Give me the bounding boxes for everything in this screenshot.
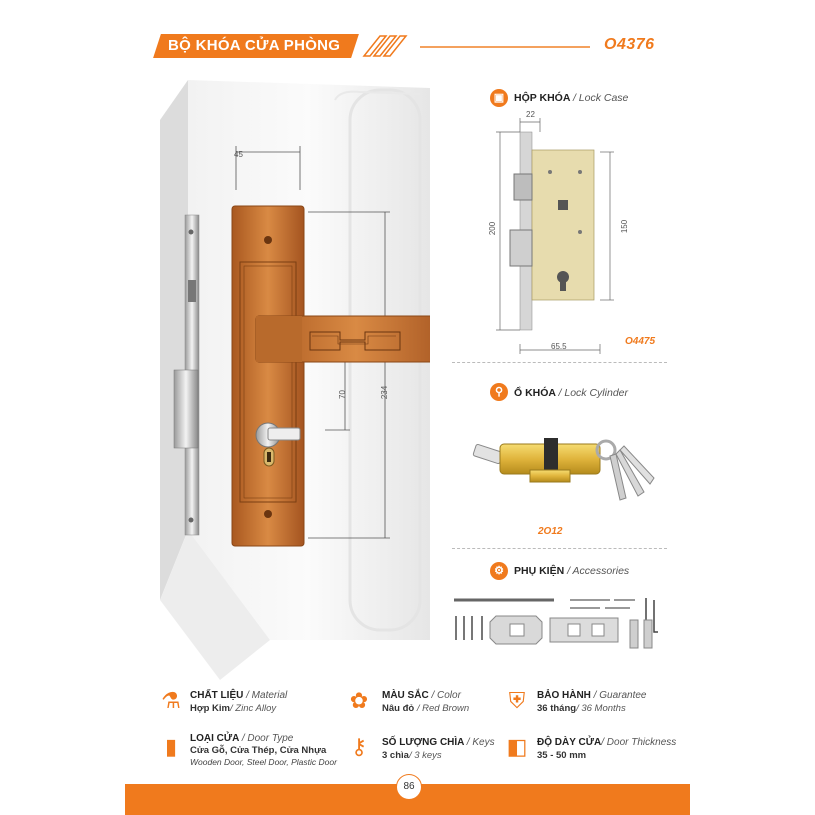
color-icon: ✿ — [349, 688, 369, 713]
door-thickness-icon: ◧ — [506, 734, 528, 759]
door-handle-illustration — [160, 80, 430, 680]
lock-case-code: O4475 — [625, 336, 656, 347]
lock-case-dim-22: 22 — [526, 110, 535, 119]
product-code: O4376 — [604, 36, 655, 53]
guarantee-value: 36 tháng/ 36 Months — [537, 703, 626, 714]
thickness-value: 35 - 50 mm — [537, 750, 587, 761]
material-title: CHẤT LIỆU / Material — [190, 690, 288, 701]
lock-case-image — [480, 112, 640, 362]
keys-value: 3 chìa/ 3 keys — [382, 750, 442, 761]
lock-case-icon: ▣ — [490, 89, 508, 107]
door-type-value: Cửa Gỗ, Cửa Thép, Cửa Nhựa — [190, 745, 327, 756]
page-number: 86 — [396, 774, 422, 800]
lock-case-dim-150: 150 — [620, 219, 630, 234]
key-icon: ⚷ — [350, 734, 368, 759]
header-stripes-decoration — [356, 34, 422, 58]
divider-1 — [452, 362, 667, 363]
lock-case-dim-65: 65.5 — [551, 342, 567, 351]
cylinder-code: 2O12 — [538, 526, 563, 537]
accessories-image — [450, 592, 670, 652]
divider-2 — [452, 548, 667, 549]
door-icon: ▮ — [164, 734, 178, 759]
guarantee-shield-icon: ⛨ — [508, 688, 526, 713]
material-icon: ⚗ — [161, 688, 181, 713]
header-rule — [420, 46, 590, 48]
cylinder-title: Ổ KHÓA / Lock Cylinder — [514, 387, 628, 399]
color-value: Nâu đỏ / Red Brown — [382, 703, 470, 714]
key-hole-icon: ⚲ — [490, 383, 508, 401]
door-type-value-en: Wooden Door, Steel Door, Plastic Door — [190, 757, 337, 767]
dim-offset-70: 70 — [337, 390, 347, 399]
dim-width-45: 45 — [234, 150, 243, 159]
page-title: BỘ KHÓA CỬA PHÒNG — [168, 37, 341, 54]
color-title: MÀU SẮC / Color — [382, 690, 461, 701]
dim-height-234: 234 — [380, 385, 390, 400]
accessories-title: PHỤ KIỆN / Accessories — [514, 565, 630, 577]
lock-case-dim-200: 200 — [488, 221, 498, 236]
door-type-title: LOẠI CỬA / Door Type — [190, 733, 294, 744]
guarantee-title: BẢO HÀNH / Guarantee — [537, 690, 647, 701]
material-value: Hợp Kim/ Zinc Alloy — [190, 703, 277, 714]
keys-title: SỐ LƯỢNG CHÌA / Keys — [382, 737, 495, 748]
lock-case-title: HỘP KHÓA / Lock Case — [514, 92, 629, 104]
accessories-icon: ⚙ — [490, 562, 508, 580]
cylinder-image — [470, 420, 660, 525]
thickness-title: ĐỘ DÀY CỬA/ Door Thickness — [537, 737, 677, 748]
